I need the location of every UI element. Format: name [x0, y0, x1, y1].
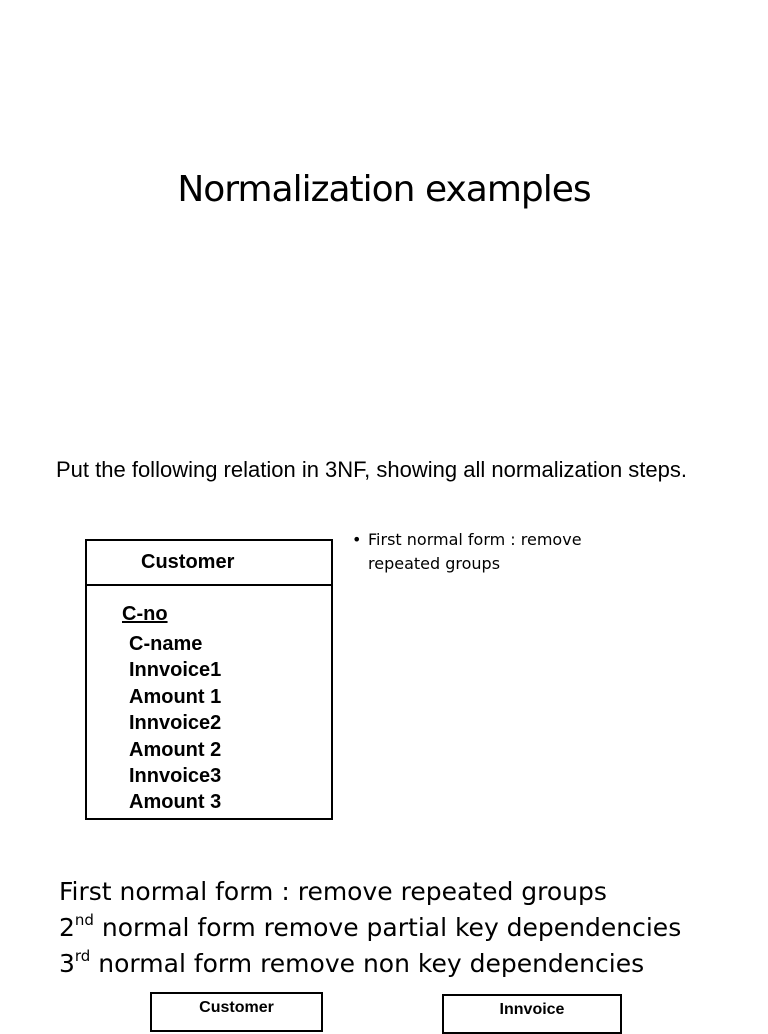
attribute: Innvoice1: [129, 659, 222, 681]
attribute: Amount 1: [129, 686, 222, 708]
normalization-steps: [59, 874, 759, 982]
primary-key-attribute: C-no: [122, 603, 168, 625]
bullet-note: [352, 528, 652, 576]
step-text: First normal form : remove repeated groups: [59, 877, 607, 906]
step-number: 2: [59, 913, 75, 942]
step-line: [59, 874, 759, 910]
attribute: Amount 2: [129, 739, 222, 761]
step-text: normal form remove partial key dependencies: [93, 913, 682, 942]
customer-entity-box-bottom: Customer: [150, 992, 323, 1032]
step-line: [59, 946, 759, 982]
invoice-entity-box-bottom: Innvoice: [442, 994, 622, 1034]
bullet-dot: •: [352, 530, 362, 549]
attribute: Innvoice2: [129, 712, 222, 734]
bullet-text: First normal form : remove repeated groups: [368, 530, 582, 573]
customer-entity-box: [85, 539, 333, 820]
entity-name: Customer: [87, 541, 331, 586]
slide-title: Normalization examples: [177, 169, 591, 210]
step-ordinal-suffix: rd: [74, 947, 91, 965]
attribute: Innvoice3: [129, 765, 222, 787]
step-number: 3: [59, 949, 75, 978]
attribute: C-name: [129, 633, 203, 655]
step-text: normal form remove non key dependencies: [90, 949, 645, 978]
question-text: Put the following relation in 3NF, showing all normalization steps.: [56, 457, 687, 482]
step-line: [59, 910, 759, 946]
attribute: Amount 3: [129, 791, 222, 813]
step-ordinal-suffix: nd: [74, 911, 94, 929]
